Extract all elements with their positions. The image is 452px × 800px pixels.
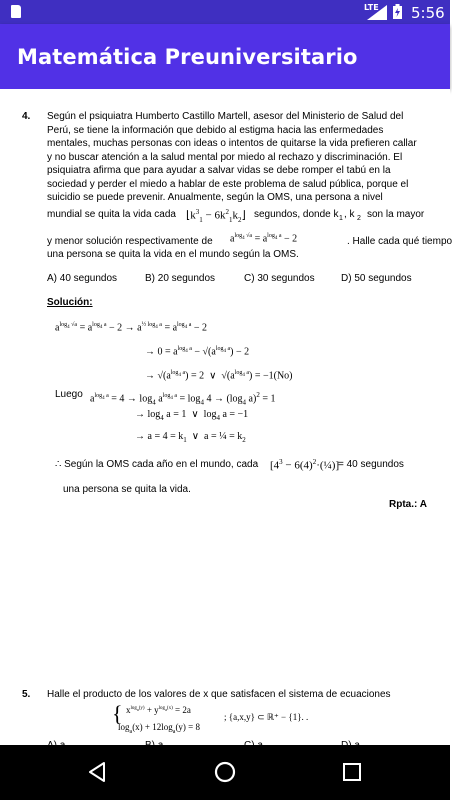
back-icon[interactable] [86,760,110,784]
lte-indicator: LTE [364,3,379,12]
problem-number: 4. [22,111,31,122]
option-b: B) 20 segundos [145,273,216,284]
solution-step: → $\log_4 a = 1$ ∨ $\log_4 a = -1$ [135,409,249,422]
solution-step: → $0 = a^{log_4 a} - √(a^{log_4 a}) - 2$ [145,346,250,358]
formula-floor: $⌊k^3_1$ − $6k^2_1k_2⌋$ [186,208,246,224]
statement-line: segundos, donde k [254,209,339,220]
conclusion-formula: [$4^3$ − $6(4)^2\cdot(\frac{1}{4})$] [270,458,340,472]
statement-line: Según el psiquiatra Humberto Castillo Martell, asesor del Ministerio de Salud del [47,111,404,122]
solution-step: → $a = 4 = k_1$ ∨ a = ¼ = $k_2$ [135,431,246,444]
equation-2: $\log_a(x) + 12\log_a(y) = 8$ [118,722,201,735]
formula-equation: $a^{log_4 √a} = a^{log_4 a} - 2$ [230,233,298,245]
signal-icon [365,5,387,20]
statement-line: y menor solución respectivamente de [47,236,213,247]
problem-statement: Halle el producto de los valores de x que satisfacen el sistema de ecuaciones [47,689,391,700]
app-title: Matemática Preuniversitario [17,45,358,69]
problem-statement [47,110,432,205]
app-bar [0,24,450,89]
statement-line: . Halle cada qué tiempo [347,236,452,247]
statement-line: mentales, muchas personas con ideas o intentos de quitarse la vida prefieren callar [47,138,417,149]
brace: { [112,701,123,726]
statement-line: , k [344,209,355,220]
luego-label: Luego [55,389,83,400]
navigation-bar [0,745,450,800]
option-d: D) 50 segundos [341,273,412,284]
sd-card-icon [11,5,21,18]
option-c: C) 30 segundos [244,273,315,284]
answer-label: Rpta.: A [389,499,427,510]
statement-line: Perú, se tiene la información que debido al estigma hacia las enfermedades [47,124,384,136]
clock: 5:56 [411,4,445,22]
statement-line: mundial se quita la vida cada [47,209,176,220]
solution-step: $a^{log_4 √a} = a^{log_4 a} - 2 \to a^{\frac{1}{2} log_4 a} = a^{log_4 a} - 2$ [55,322,207,334]
equation-1: $x^{log_a(y)} + y^{log_a(x)} = 2a$ [126,705,191,715]
statement-line: suicidio se puede prevenir. Anualmente, según la OMS, una persona a nivel [47,192,383,203]
statement-line: son la mayor [367,209,425,220]
subscript: 1 [339,215,343,222]
conclusion-text: ∴ Según la OMS cada año en el mundo, cada [55,459,259,470]
statement-line: una persona se quita la vida en el mundo según la OMS. [47,249,299,260]
statement-line: y no buscar atención a la salud mental por miedo al rechazo y discriminación. El [47,151,403,163]
solution-label: Solución: [47,297,93,308]
recents-icon[interactable] [340,760,364,784]
problem-number: 5. [22,689,31,700]
set-condition: ; {a,x,y} ⊂ ℝ⁺ − {1}. . [224,712,309,722]
document-page[interactable] [0,89,450,745]
option-a: A) 40 segundos [47,273,118,284]
subscript: 2 [357,215,361,222]
battery-charging-icon [393,4,402,19]
conclusion-text: una persona se quita la vida. [63,484,191,495]
conclusion-text: = 40 segundos [338,459,404,470]
statement-line: sociedad y perder el miedo a hablar de este problema de salud pública, porque el [47,178,409,190]
status-bar [0,0,450,24]
solution-step: → $√(a^{log_4 a}) = 2$ ∨ $√(a^{log_4 a}) = -1(No)$ [145,370,293,382]
home-icon[interactable] [213,760,237,784]
solution-step: $a^{log_4 a} = 4 \to \log_4 a^{log_4 a} = \log_4 4 \to (\log_4$ a)$^2$ = 1 [90,391,276,407]
statement-line: psiquiatra afirma que para ayudar a salvar vidas se debe romper el tabú en la [47,165,391,176]
